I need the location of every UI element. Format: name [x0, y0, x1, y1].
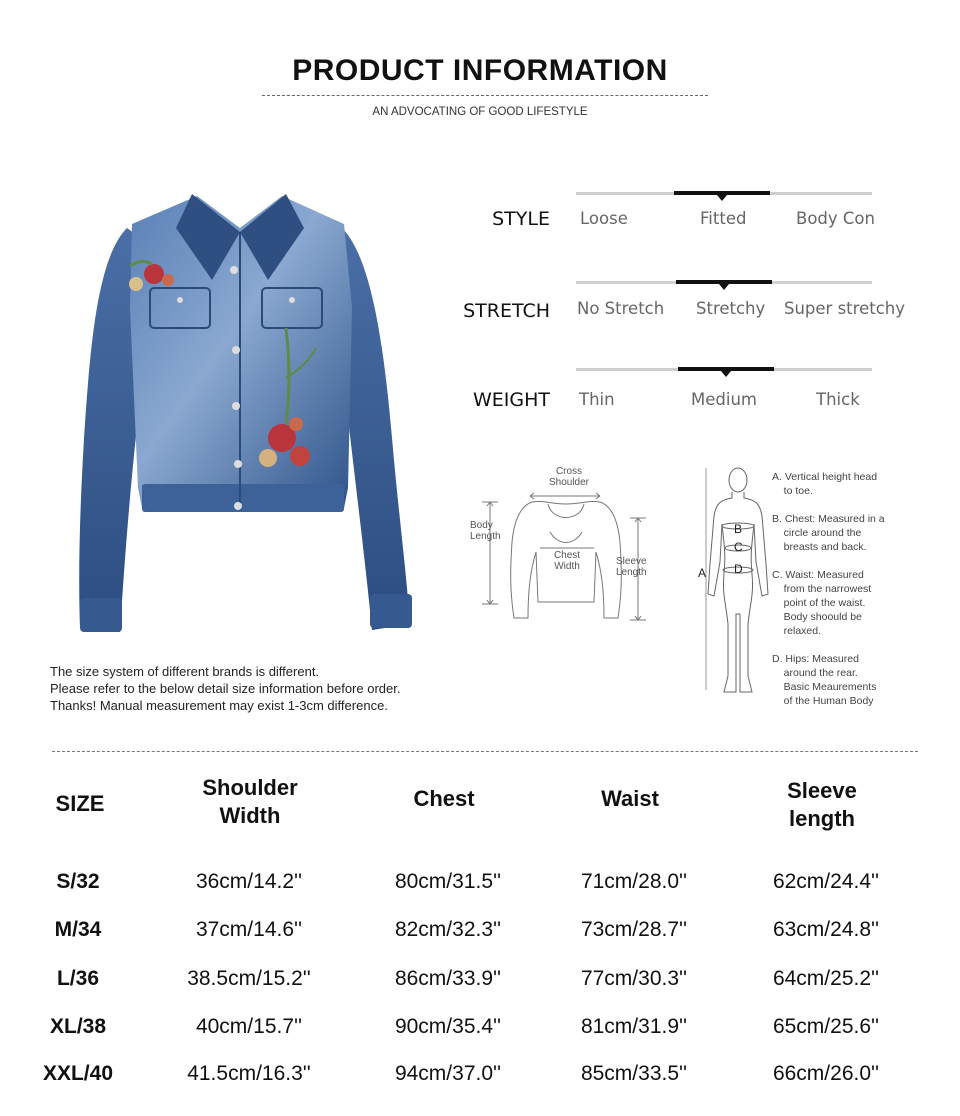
- table-cell: 86cm/33.9'': [394, 967, 502, 990]
- table-cell: 94cm/37.0'': [394, 1062, 502, 1085]
- table-cell-size: XXL/40: [42, 1062, 114, 1085]
- table-row: [0, 967, 960, 995]
- description-a: A. Vertical height head to toe.: [772, 471, 878, 497]
- weight-option-thin: Thin: [579, 390, 615, 409]
- cross-shoulder-label: Cross Shoulder: [548, 466, 590, 488]
- stretch-option-none: No Stretch: [577, 299, 665, 318]
- arrow-down-icon: [721, 371, 731, 377]
- arrow-down-icon: [719, 284, 729, 290]
- description-c: C. Waist: Measured from the narrowest point of the waist. Body shoould be relaxed.: [772, 569, 872, 637]
- table-cell: 37cm/14.6'': [195, 918, 303, 941]
- table-cell: 81cm/31.9'': [580, 1015, 688, 1038]
- table-header-waist: Waist: [601, 786, 659, 811]
- table-cell: 71cm/28.0'': [580, 870, 688, 893]
- weight-label: WEIGHT: [472, 389, 550, 411]
- weight-option-medium: Medium: [691, 390, 757, 409]
- table-cell: 41.5cm/16.3'': [187, 1062, 311, 1085]
- table-cell: 80cm/31.5'': [394, 870, 502, 893]
- table-cell-size: S/32: [56, 870, 100, 893]
- marker-a: A: [698, 566, 707, 580]
- table-cell: 66cm/26.0'': [772, 1062, 880, 1085]
- marker-d: D: [734, 562, 743, 576]
- body-measurement-diagram: [698, 464, 778, 700]
- table-cell: 36cm/14.2'': [195, 870, 303, 893]
- sleeve-length-label: Sleeve Length: [616, 556, 647, 578]
- stretch-option-super: Super stretchy: [784, 299, 905, 318]
- table-cell: 65cm/25.6'': [772, 1015, 880, 1038]
- arrow-down-icon: [717, 195, 727, 201]
- table-cell-size: XL/38: [49, 1015, 107, 1038]
- title-divider: [262, 95, 708, 96]
- table-row: [0, 918, 960, 946]
- style-option-fitted: Fitted: [700, 209, 747, 228]
- weight-option-thick: Thick: [816, 390, 860, 409]
- attribute-stretch: [430, 277, 910, 327]
- denim-jacket-image: [72, 188, 417, 638]
- description-d: D. Hips: Measured around the rear. Basic Meaurements of the Human Body: [772, 653, 877, 707]
- table-cell: 38.5cm/15.2'': [187, 967, 311, 990]
- garment-measurement-diagram: [470, 462, 670, 622]
- table-row: [0, 1015, 960, 1043]
- page-subtitle: AN ADVOCATING OF GOOD LIFESTYLE: [372, 106, 588, 118]
- marker-b: B: [734, 522, 743, 536]
- table-cell: 77cm/30.3'': [580, 967, 688, 990]
- body-length-label: Body Length: [470, 520, 501, 542]
- table-divider: [52, 751, 918, 752]
- note-line-3: Thanks! Manual measurement may exist 1-3cm difference.: [50, 698, 388, 713]
- page-title: PRODUCT INFORMATION: [292, 54, 668, 87]
- note-line-1: The size system of different brands is different.: [50, 664, 320, 679]
- table-cell: 63cm/24.8'': [772, 918, 880, 941]
- size-table: [0, 770, 960, 1100]
- table-cell: 85cm/33.5'': [580, 1062, 688, 1085]
- attribute-weight: [430, 366, 910, 416]
- table-cell: 73cm/28.7'': [580, 918, 688, 941]
- table-cell: 40cm/15.7'': [195, 1015, 303, 1038]
- table-cell: 82cm/32.3'': [394, 918, 502, 941]
- note-line-2: Please refer to the below detail size information before order.: [50, 681, 401, 696]
- table-cell-size: L/36: [56, 967, 100, 990]
- table-header-sleeve: Sleeve length: [787, 778, 857, 831]
- marker-c: C: [734, 540, 743, 554]
- table-row: [0, 870, 960, 898]
- table-cell: 90cm/35.4'': [394, 1015, 502, 1038]
- style-label: STYLE: [492, 208, 550, 230]
- stretch-label: STRETCH: [463, 300, 550, 322]
- table-cell: 64cm/25.2'': [772, 967, 880, 990]
- table-row: [0, 1062, 960, 1090]
- stretch-option-stretchy: Stretchy: [696, 299, 766, 318]
- table-header-shoulder: Shoulder Width: [202, 775, 298, 828]
- style-option-loose: Loose: [580, 209, 628, 228]
- table-header-size: SIZE: [55, 791, 105, 816]
- chest-width-label: Chest Width: [553, 550, 581, 572]
- description-b: B. Chest: Measured in a circle around the breasts and back.: [772, 513, 885, 553]
- table-header-chest: Chest: [413, 786, 475, 811]
- table-cell-size: M/34: [54, 918, 102, 941]
- table-cell: 62cm/24.4'': [772, 870, 880, 893]
- attribute-style: [430, 188, 910, 238]
- style-option-bodycon: Body Con: [796, 209, 875, 228]
